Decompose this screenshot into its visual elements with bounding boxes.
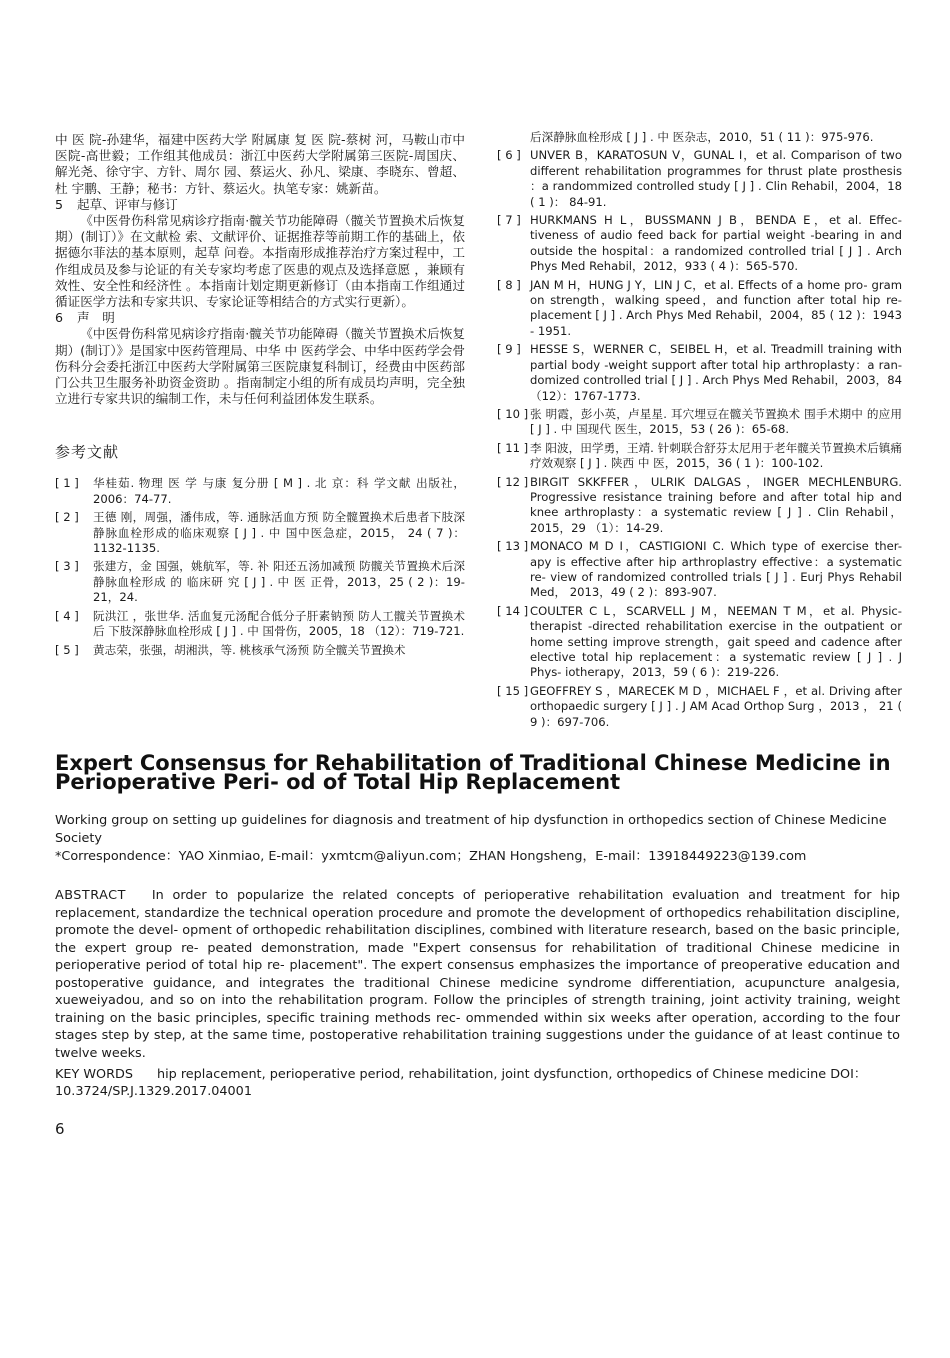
reference-text: 张 明霞，彭小英，卢星星. 耳穴埋豆在髋关节置换术 围手术期中 的应用 [ J ] . 中 国现代 医生，2015，53 ( 26 )：65-68. [530, 406, 902, 437]
reference-text: 华桂茹. 物理 医 学 与康 复分册 [ M ] . 北 京：科 学文献 出版社， 2006：74-77. [93, 476, 465, 506]
reference-text: JAN M H，HUNG J Y，LIN J C，et al. Effects of a home pro- gram on strength，walking speed，and function after total hip re- placement [ J ] . Arch Phys Med Rehabil，2004，85 ( 12 )：1943 - 1951. [530, 277, 902, 338]
reference-text: 黄志荣，张强，胡湘洪，等. 桃核承气汤预 防全髋关节置换术 [93, 642, 406, 657]
reference-number: [ 11 ] [497, 440, 529, 455]
page-number: 6 [55, 1120, 65, 1138]
references-heading: 参考文献 [55, 443, 120, 462]
reference-number: [ 9 ] [497, 342, 521, 357]
intro-paragraph: 中 医 院-孙建华，福建中医药大学 附属康 复 医 院-蔡树 河，马鞍山市中医院-高世毅；工作组其他成员：浙江中医药大学附属第三医院-周国庆、解光尧、徐守宇、方针、周尔 园、蔡运火、孙凡、梁康、李晓东、曾超、杜 宇鹏、王静；秘书：方针、蔡运火。执笔专家：姚新苗。 [55, 132, 465, 196]
reference-item [55, 510, 465, 556]
reference-number: [ 7 ] [497, 213, 521, 228]
right-column [497, 130, 902, 733]
section-6-heading [55, 310, 465, 326]
reference-number: [ 15 ] [497, 683, 529, 698]
reference-number: [ 5 ] [55, 642, 79, 657]
reference-number: [ 2 ] [55, 510, 79, 525]
section-5-title: 起草、评审与修订 [77, 196, 178, 212]
reference-item [497, 148, 902, 210]
reference-text: UNVER B，KARATOSUN V，GUNAL I，et al. Comparison of two different rehabilitation programmes for thrust plate prosthesis ：a randommized controlled study [ J ] . Clin Rehabil，2004，18 ( 1 )： 84-91. [530, 148, 902, 209]
reference-item [497, 441, 902, 472]
reference-text: 阮洪江 ，张世华. 活血复元汤配合低分子肝素钠预 防人工髋关节置换术后 下肢深静脉血栓形成 [ J ] . 中 国骨伤，2005，18 （12）：719-721. [93, 608, 465, 639]
reference-item [497, 342, 902, 404]
reference-text: 王德 刚，周强，潘伟成，等. 通脉活血方预 防全髋置换术后患者下肢深静脉血栓形成的临床观察 [ J ] . 中 国中医急症，2015， 24 ( 7 )：1132-1135. [93, 510, 465, 556]
reference-number: [ 12 ] [497, 474, 529, 489]
reference-item [497, 407, 902, 438]
reference-text: HESSE S，WERNER C，SEIBEL H，et al. Treadmill training with partial body -weight support after total hip arthroplasty：a ran- domized controlled trial [ J ] . Arch Phys Med Rehabil，2003，84 （12）：1767-1773. [530, 342, 902, 403]
reference-item [497, 278, 902, 340]
reference-item [497, 475, 902, 537]
reference-text: COULTER C L，SCARVELL J M，NEEMAN T M，et al. Physic- therapist -directed rehabilitation exercise in the outpatient or home setting improve strength，gait speed and cadence after elective total hip replacement：a systematic review [ J ] . J Phys- iotherapy，2013，59 ( 6 )：219-226. [530, 603, 902, 680]
correspondence-line: *Correspondence：YAO Xinmiao, E-mail：yxmtcm@aliyun.com；ZHAN Hongsheng，E-mail：13918449223@139.com [55, 849, 807, 864]
reference-text: 后深静脉血栓形成 [ J ] . 中 医杂志，2010，51 ( 11 )：975-976. [530, 130, 874, 144]
abstract-text: In order to popularize the related concepts of perioperative rehabilitation evaluation and treatment for hip replacement, standardize the technical operation procedure and promote the development of orthopedics rehabilitation discipline, promote the devel- opment of orthopedic rehabilitation disciplines, combined with literature research, based on the basic principle, the expert group re- peated demonstration, made "Expert consensus for rehabilitation of traditional Chinese medicine in perioperative period of total hip re- placement". The expert consensus emphasizes the importance of preoperative education and postoperative guidance, and integrates the traditional Chinese medicine syndrome differentiation, acupuncture analgesia, xueweiyadou, and so on into the rehabilitation program. Follow the principles of strength training, joint activity training, weight training on the basic principles, specific training methods rec- ommended within six weeks after operation, according to the four stages step by step, at the same time, postoperative rehabilitation training suggestions under the guidance of at least continue to twelve weeks. [55, 888, 900, 1061]
reference-number: [ 14 ] [497, 603, 529, 618]
reference-number: [ 10 ] [497, 406, 529, 421]
reference-number: [ 4 ] [55, 608, 79, 623]
reference-item [55, 476, 465, 507]
working-group-line: Working group on setting up guidelines for diagnosis and treatment of hip dysfunction in orthopedics section of Chinese Medicine Society [55, 813, 887, 846]
reference-text: BIRGIT SKKFFER，ULRIK DALGAS，INGER MECHLENBURG. Progressive resistance training before and after total hip and knee arthroplasty：a systematic review [ J ] . Clin Rehabil，2015，29 （1）：14-29. [530, 474, 902, 535]
section-5-heading [55, 197, 465, 213]
reference-item [55, 559, 465, 605]
reference-item [55, 609, 465, 640]
section-5-body: 《中医骨伤科常见病诊疗指南·髋关节功能障碍（髋关节置换术后恢复期）(制订）》在文献检 索、文献评价、证据推荐等前期工作的基础上，依据德尔菲法的基本原则，起草 问卷。本指南形成推荐治疗方案过程中，工作组成员及参与论证的有关专家均考虑了医患的观点及选择意愿 ，兼顾有效性、安全性和经济性 。本指南计划定期更新修订（由本指南工作组通过循证医学方法和专家共识、专家论证等相结合的方式实行更新）。 [55, 213, 465, 310]
section-5-number: 5 [55, 196, 64, 212]
reference-text: GEOFFREY S ，MARECEK M D ，MICHAEL F ，et al. Driving after orthopaedic surgery [ J ] . J AM Acad Orthop Surg ，2013 ， 21 ( 9 )：697-706. [530, 683, 902, 729]
reference-item [55, 643, 465, 658]
keywords-text: hip replacement, perioperative period, rehabilitation, joint dysfunction, orthopedics of Chinese medicine DOI：10.3724/SP.J.1329.2017.04001 [55, 1067, 867, 1099]
abstract-label: ABSTRACT [55, 888, 126, 903]
section-6-number: 6 [55, 310, 64, 326]
reference-item [497, 684, 902, 730]
left-column [55, 132, 465, 661]
reference-item [497, 604, 902, 681]
reference-item [497, 213, 902, 275]
keywords-label: KEY WORDS [55, 1067, 133, 1082]
reference-number: [ 8 ] [497, 277, 521, 292]
reference-continuation [497, 130, 902, 145]
reference-text: MONACO M D I，CASTIGIONI C. Which type of exercise ther- apy is effective after hip arthroplastry effective：a systematic re- view of randomized controlled trials [ J ] . Eurj Phys Rehabil Med， 2013，49 ( 2 )：893-907. [530, 539, 902, 600]
reference-text: 张建方，金 国强，姚航军，等. 补 阳还五汤加减预 防髋关节置换术后深静脉血栓形成 的 临床研 究 [ J ] . 中 医 正骨，2013，25 ( 2 )：19-21，24. [93, 559, 465, 605]
reference-item [497, 539, 902, 601]
reference-number: [ 3 ] [55, 559, 79, 574]
english-title: Expert Consensus for Rehabilitation of Traditional Chinese Medicine in Perioperative Peri- od of Total Hip Replacement [55, 751, 891, 794]
reference-text: 李 阳波，田学勇，王靖. 针刺联合舒芬太尼用于老年髋关节置换术后镇痛疗效观察 [ J ] . 陕西 中 医，2015，36 ( 1 )：100-102. [530, 440, 902, 471]
reference-number: [ 6 ] [497, 148, 521, 163]
abstract-paragraph [55, 887, 900, 1062]
reference-number: [ 1 ] [55, 476, 79, 491]
keywords-paragraph [55, 1067, 900, 1100]
section-6-title: 声 明 [77, 310, 115, 326]
section-6-body: 《中医骨伤科常见病诊疗指南·髋关节功能障碍（髋关节置换术后恢复期）(制订）》是国家中医药管理局、中华 中 医药学会、中华中医药学会骨伤科分会委托浙江中医药大学附属第三医院康复科制订，经费由中医药部门公共卫生服务补助资金资助 。指南制定小组的所有成员均声明，完全独立进行专家共识的编制工作，未与任何利益团体发生联系。 [55, 326, 465, 407]
reference-text: HURKMANS H L，BUSSMANN J B，BENDA E，et al. Effec- tiveness of audio feed back for partial weight -bearing in and outside the hospital：a randomized controlled trial [ J ] . Arch Phys Med Rehabil，2012，933 ( 4 )：565-570. [530, 213, 902, 274]
reference-number: [ 13 ] [497, 539, 529, 554]
